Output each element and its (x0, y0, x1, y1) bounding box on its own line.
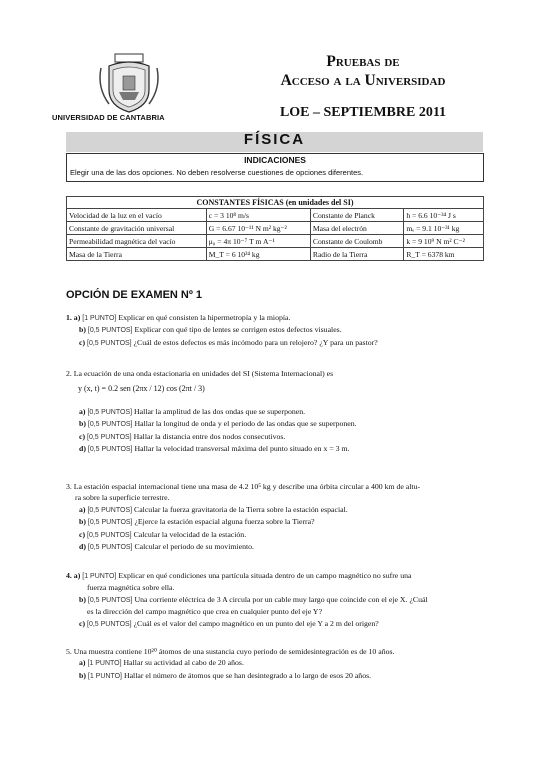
item-text: fuerza magnética sobre ella. (87, 583, 175, 593)
item-label: c) (79, 618, 86, 628)
item-text: 5. Una muestra contiene 10²⁰ átomos de una sustancia cuyo periodo de semidesintegración es de 10 años. (66, 647, 395, 656)
constants-title: CONSTANTES FÍSICAS (en unidades del SI) (67, 197, 484, 209)
indicaciones-title: INDICACIONES (244, 155, 306, 165)
constants-table (66, 196, 484, 261)
question-2 (66, 406, 486, 456)
table-cell: h = 6.6 10⁻³⁴ J s (404, 209, 484, 222)
table-cell: c = 3 10⁸ m/s (206, 209, 310, 222)
table-cell: G = 6.67 10⁻¹¹ N m² kg⁻² (206, 222, 310, 235)
item-text: Hallar la amplitud de las dos ondas que se superponen. (134, 407, 306, 416)
item-label: b) (79, 670, 86, 680)
title-line-1: Pruebas de (326, 53, 400, 70)
item-label: a) (79, 658, 86, 668)
table-row (67, 209, 484, 222)
points-label: [0,5 PUNTOS] (87, 596, 133, 604)
item-text: Calcular la fuerza gravitatoria de la Tierra sobre la estación espacial. (134, 504, 348, 514)
item-label: c) (79, 337, 86, 347)
points-label: [1 PUNTO] (87, 672, 122, 680)
item-text: Hallar la distancia entre dos nodos consecutivos. (133, 431, 286, 441)
item-label: b) (79, 419, 86, 429)
table-cell: k = 9 10⁹ N m² C⁻² (404, 235, 484, 248)
points-label: [0,5 PUNTOS] (87, 421, 133, 429)
exam-session: LOE – SEPTIEMBRE 2011 (279, 105, 447, 120)
question-5 (66, 646, 486, 682)
item-text: Una corriente eléctrica de 3 A circula por un cable muy largo que coincide con el eje X. ¿Cuál (134, 594, 428, 604)
question-4 (66, 570, 486, 630)
item-text: Calcular la velocidad de la estación. (133, 529, 247, 539)
item-text: ra sobre la superficie terrestre. (75, 493, 170, 503)
item-text: Hallar su actividad al cabo de 20 años. (123, 658, 244, 668)
item-text: Explicar con qué tipo de lentes se corrigen estos defectos visuales. (134, 325, 342, 335)
university-name: UNIVERSIDAD DE CANTABRIA (52, 113, 165, 122)
points-label: [1 PUNTO] (87, 660, 122, 668)
points-label: [0,5 PUNTOS] (87, 519, 133, 527)
points-label: [0,5 PUNTOS] (87, 544, 133, 552)
points-label: [0,5 PUNTOS] (87, 433, 132, 441)
item-text: Explicar en qué condiciones una partícula situada dentro de un campo magnético no sufre una (118, 571, 412, 580)
question-2-intro (66, 368, 486, 379)
item-text: Explicar en qué consisten la hipermetropía y la miopía. (118, 313, 291, 322)
points-label: [0,5 PUNTOS] (87, 339, 132, 347)
item-label: b) (79, 594, 86, 604)
points-label: [1 PUNTO] (82, 315, 117, 322)
points-label: [1 PUNTO] (82, 573, 117, 580)
question-1 (66, 312, 486, 349)
item-text: Hallar el número de átomos que se han desintegrado a lo largo de esos 20 años. (123, 670, 372, 680)
table-cell: μ₀ = 4π 10⁻⁷ T m A⁻¹ (206, 235, 310, 248)
item-label: c) (79, 431, 86, 441)
points-label: [0,5 PUNTOS] (87, 409, 133, 416)
item-text: ¿Ejerce la estación espacial alguna fuerza sobre la Tierra? (134, 517, 315, 527)
table-row (67, 222, 484, 235)
item-label: a) (79, 504, 86, 514)
subject-title: FÍSICA (243, 131, 306, 148)
option-title: OPCIÓN DE EXAMEN Nº 1 (66, 289, 203, 301)
item-label: 4. a) (66, 571, 81, 580)
question-3 (66, 481, 486, 553)
table-row (67, 248, 484, 261)
header-title (258, 52, 468, 90)
indicaciones-text: Elegir una de las dos opciones. No deben resolverse cuestiones de opciones diferentes. (70, 168, 364, 177)
points-label: [0,5 PUNTOS] (87, 327, 133, 335)
table-cell: mₑ = 9.1 10⁻³¹ kg (404, 222, 484, 235)
table-cell: Constante de Coulomb (310, 235, 403, 248)
wave-equation: y (x, t) = 0.2 sen (2πx / 12) cos (2πt / 3) (78, 384, 205, 393)
item-text: ¿Cuál es el valor del campo magnético en un punto del eje Y a 2 m del origen? (133, 618, 379, 628)
item-label: d) (79, 542, 86, 552)
table-cell: R_T = 6378 km (404, 248, 484, 261)
item-label: 1. a) (66, 313, 81, 322)
item-label: b) (79, 325, 86, 335)
item-text: ¿Cuál de estos defectos es más incómodo para un relojero? ¿Y para un pastor? (133, 337, 378, 347)
table-row (67, 235, 484, 248)
table-cell: M_T = 6 10²⁴ kg (206, 248, 310, 261)
item-label: d) (79, 444, 86, 454)
item-text: 3. La estación espacial internacional tiene una masa de 4.2 10⁵ kg y describe una órbita circular a 400 km de altu- (66, 482, 421, 491)
points-label: [0,5 PUNTOS] (87, 620, 132, 628)
table-cell: Velocidad de la luz en el vacío (67, 209, 207, 222)
table-cell: Constante de Planck (310, 209, 403, 222)
points-label: [0,5 PUNTOS] (87, 531, 132, 539)
item-label: b) (79, 517, 86, 527)
points-label: [0,5 PUNTOS] (87, 506, 133, 514)
item-label: a) (79, 407, 86, 416)
item-label: c) (79, 529, 86, 539)
title-line-2: Acceso a la Universidad (280, 72, 446, 89)
table-cell: Masa de la Tierra (67, 248, 207, 261)
table-cell: Radio de la Tierra (310, 248, 403, 261)
table-cell: Masa del electrón (310, 222, 403, 235)
points-label: [0,5 PUNTOS] (87, 446, 133, 454)
item-text: 2. La ecuación de una onda estacionaria en unidades del SI (Sistema Internacional) es (66, 369, 334, 378)
table-cell: Permeabilidad magnética del vacío (67, 235, 207, 248)
item-text: Hallar la longitud de onda y el periodo de las ondas que se superponen. (134, 419, 357, 429)
item-text: Hallar la velocidad transversal máxima del punto situado en x = 3 m. (134, 444, 350, 454)
university-seal-logo (93, 52, 165, 114)
item-text: es la dirección del campo magnético que crea en cualquier punto del eje Y? (87, 607, 323, 617)
item-text: Calcular el periodo de su movimiento. (134, 542, 254, 552)
table-cell: Constante de gravitación universal (67, 222, 207, 235)
